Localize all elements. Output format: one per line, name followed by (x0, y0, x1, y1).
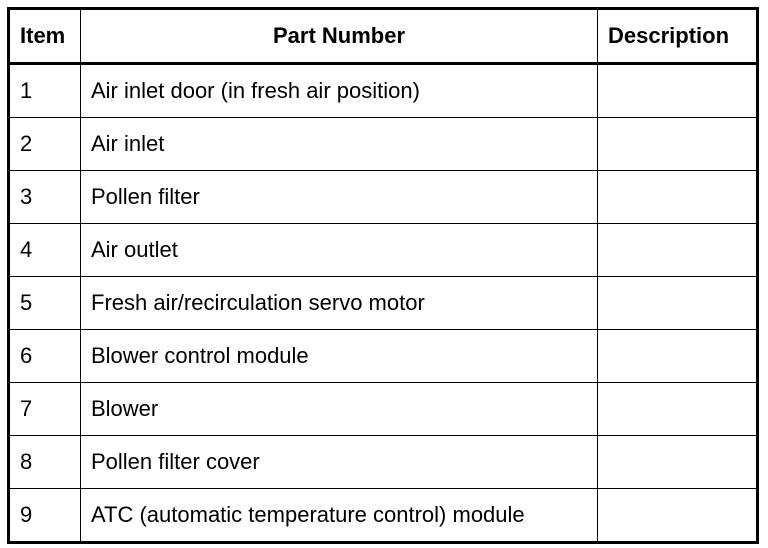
table-row (9, 436, 758, 489)
table-row (9, 171, 758, 224)
table-row (9, 64, 758, 118)
table-row (9, 489, 758, 543)
table-row (9, 118, 758, 171)
cell-description (598, 383, 758, 436)
cell-description (598, 224, 758, 277)
cell-item: 5 (9, 277, 81, 330)
cell-item: 6 (9, 330, 81, 383)
cell-description (598, 436, 758, 489)
parts-table (7, 7, 759, 544)
cell-description (598, 118, 758, 171)
cell-part-number: Air inlet door (in fresh air position) (81, 64, 598, 118)
table-row (9, 224, 758, 277)
cell-part-number: Pollen filter cover (81, 436, 598, 489)
header-item: Item (9, 9, 81, 64)
cell-part-number: Fresh air/recirculation servo motor (81, 277, 598, 330)
table-header-row (9, 9, 758, 64)
cell-part-number: Blower control module (81, 330, 598, 383)
cell-item: 2 (9, 118, 81, 171)
cell-part-number: Pollen filter (81, 171, 598, 224)
cell-description (598, 330, 758, 383)
table-row (9, 277, 758, 330)
cell-description (598, 277, 758, 330)
table-row (9, 330, 758, 383)
cell-item: 1 (9, 64, 81, 118)
cell-item: 3 (9, 171, 81, 224)
header-part-number: Part Number (81, 9, 598, 64)
cell-description (598, 489, 758, 543)
cell-description (598, 64, 758, 118)
cell-part-number: Air inlet (81, 118, 598, 171)
cell-part-number: Blower (81, 383, 598, 436)
header-description: Description (598, 9, 758, 64)
cell-item: 8 (9, 436, 81, 489)
cell-part-number: Air outlet (81, 224, 598, 277)
cell-item: 7 (9, 383, 81, 436)
cell-description (598, 171, 758, 224)
cell-item: 9 (9, 489, 81, 543)
table-row (9, 383, 758, 436)
cell-part-number: ATC (automatic temperature control) module (81, 489, 598, 543)
cell-item: 4 (9, 224, 81, 277)
